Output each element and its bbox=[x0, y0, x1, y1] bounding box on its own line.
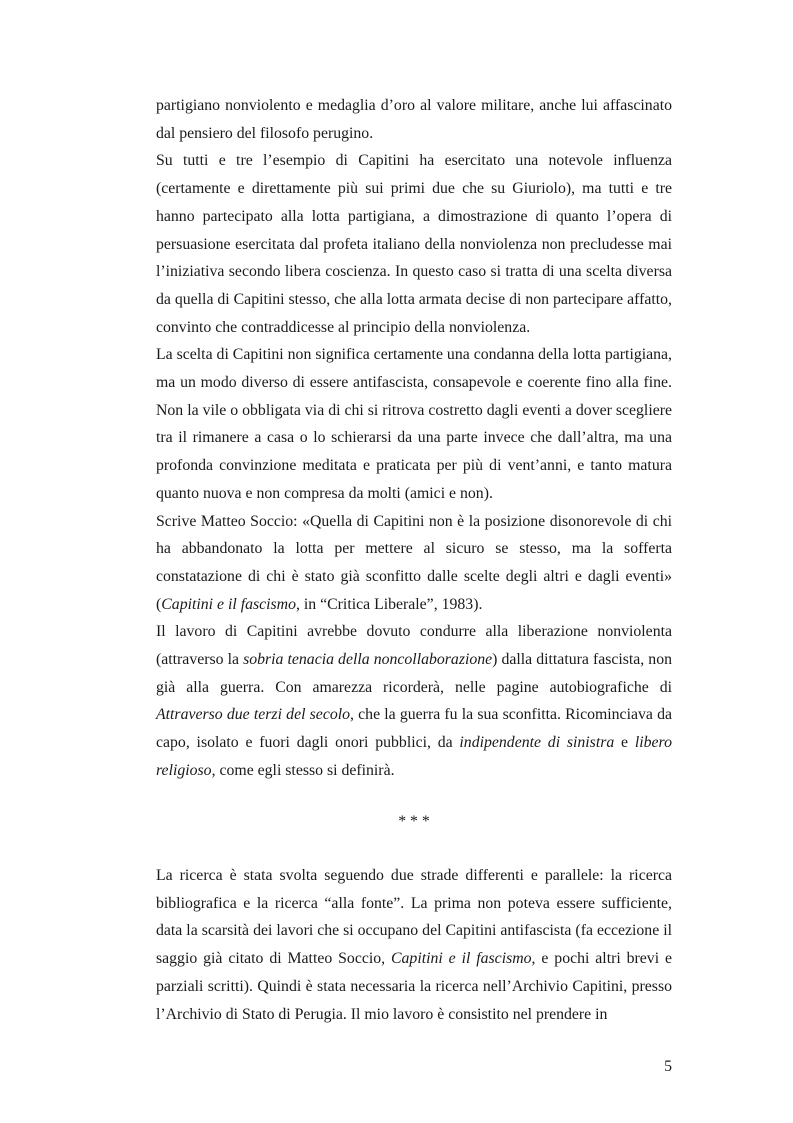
text-run: La scelta di Capitini non significa certamente una condanna della lotta partigiana, ma un modo diverso di essere antifascista, consapevole e coerente fino alla fine. Non la vile o obbligata via di chi si ritrova costretto dagli eventi a dover scegliere tra il rimanere a casa o lo schierarsi da una parte invece che dall’altra, ma una profonda convinzione meditata e praticata per più di vent’anni, e tanto matura quanto nuova e non compresa da molti (amici e non). bbox=[156, 346, 672, 502]
text-run: , come egli stesso si definirà. bbox=[211, 761, 395, 779]
page-number: 5 bbox=[664, 1058, 672, 1075]
text-run: , che la guerra fu la sua sconfitta. Ricominciava da capo, isolato e fuori dagli onori pubblici, da bbox=[156, 706, 672, 752]
italic-text: Attraverso due terzi del secolo bbox=[156, 706, 351, 724]
section-separator: * * * bbox=[398, 813, 430, 830]
italic-text: libero religioso bbox=[156, 734, 673, 779]
text-run: Su tutti e tre l’esempio di Capitini ha esercitato una notevole influenza (certamente e direttamente più sui primi due che su Giuriolo), ma tutti e tre hanno partecipato alla lotta partigiana, a dimostrazione di quanto l’opera di persuasione esercitata dal profeta italiano della nonviolenza non precludesse mai l’iniziativa secondo libera coscienza. In questo caso si tratta di una scelta diversa da quella di Capitini stesso, che alla lotta armata decise di non partecipare affatto, convinto che contraddicesse al principio della nonviolenza. bbox=[156, 152, 672, 336]
italic-text: Capitini e il fascismo bbox=[161, 595, 296, 613]
italic-text: sobria tenacia della noncollaborazione bbox=[243, 651, 493, 669]
italic-text: Capitini e il fascismo bbox=[390, 950, 532, 968]
body-text-continued bbox=[156, 862, 672, 1028]
text-run: La ricerca è stata svolta seguendo due strade differenti e parallele: la ricerca bibliografica e la ricerca “alla fonte”. La prima non poteva essere sufficiente, data la scarsità dei lavori che si occupano del Capitini antifascista (fa eccezione il saggio già citato di Matteo Soccio, bbox=[156, 867, 672, 968]
italic-text: indipendente di sinistra bbox=[459, 734, 615, 752]
paragraph bbox=[156, 618, 672, 784]
paragraph bbox=[156, 147, 672, 341]
text-run: Scrive Matteo Soccio: «Quella di Capitini non è la posizione disonorevole di chi ha abbandonato la lotta per mettere al sicuro se stesso, ma la sofferta constatazione di chi è stato già sconfitto dalle scelte degli altri e dagli eventi» ( bbox=[156, 512, 672, 613]
body-text bbox=[156, 92, 672, 785]
text-run: ) dalla dittatura fascista, non già alla guerra. Con amarezza ricorderà, nelle pagine autobiografiche di bbox=[156, 651, 673, 696]
paragraph bbox=[156, 92, 672, 147]
text-run: , e pochi altri brevi e parziali scritti). Quindi è stata necessaria la ricerca nell’Archivio Capitini, presso l’Archivio di Stato di Perugia. Il mio lavoro è consistito nel prendere in bbox=[156, 950, 672, 1023]
text-run: partigiano nonviolento e medaglia d’oro al valore militare, anche lui affascinato dal pensiero del filosofo perugino. bbox=[156, 97, 672, 142]
text-run: , in “Critica Liberale”, 1983). bbox=[295, 595, 483, 613]
paragraph bbox=[156, 508, 672, 619]
paragraph bbox=[156, 341, 672, 507]
text-run: e bbox=[614, 734, 635, 752]
paragraph bbox=[156, 862, 672, 1028]
text-run: Il lavoro di Capitini avrebbe dovuto condurre alla liberazione nonviolenta (attraverso la bbox=[156, 623, 672, 669]
